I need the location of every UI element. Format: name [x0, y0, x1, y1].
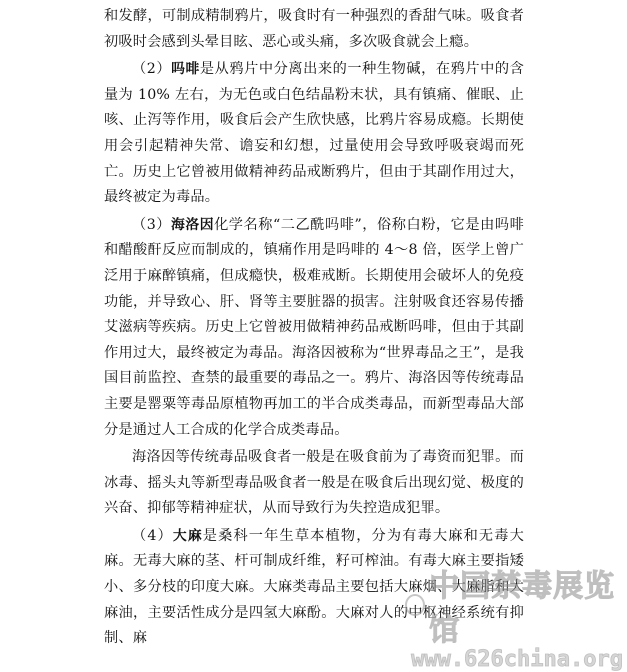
paragraph-heroin	[104, 213, 524, 443]
paragraph-cannabis	[104, 524, 524, 652]
term-heroin: 海洛因	[171, 216, 215, 233]
watermark-url: www.626china.org	[411, 647, 623, 672]
document-page	[104, 4, 524, 652]
paragraph-cannabis-text: 是桑科一年生草本植物，分为有毒大麻和无毒大麻。无毒大麻的茎、杆可制成纤维，籽可榨油。有毒大麻主要指矮小、多分枝的印度大麻。大麻类毒品主要包括大麻烟、大麻脂和大麻油，主要活性成分是四氢大麻酚。大麻对人的中枢神经系统有抑制、麻	[104, 527, 524, 647]
paragraph-morphine	[104, 57, 524, 211]
paragraph-drug-crime: 海洛因等传统毒品吸食者一般是在吸食前为了毒资而犯罪。而冰毒、摇头丸等新型毒品吸食者一般是在吸食后出现幻觉、极度的兴奋、抑郁等精神症状，从而导致行为失控造成犯罪。	[104, 449, 524, 517]
item-number: （2）	[132, 61, 172, 78]
item-number: （4）	[132, 527, 173, 544]
item-number: （3）	[132, 216, 172, 233]
paragraph-morphine-text: 是从鸦片中分离出来的一种生物碱，在鸦片中的含量为 10% 左右，为无色或白色结晶粉末状，具有镇痛、催眠、止咳、止泻等作用，吸食后会产生欣快感，比鸦片容易成瘾。长期使用会引起精神失常、谵妄和幻想，过量使用会导致呼吸衰竭而死亡。历史上它曾被用做精神药品戒断鸦片，但由于其副作用过大，最终被定为毒品。	[104, 61, 524, 206]
watermark-title: 中国禁毒展览馆	[429, 569, 616, 648]
term-cannabis: 大麻	[172, 527, 203, 544]
paragraph-opium-continued: 和发酵，可制成精制鸦片，吸食时有一种强烈的香甜气味。吸食者初吸时会感到头晕目眩、恶心或头痛，多次吸食就会上瘾。	[104, 8, 524, 50]
term-morphine: 吗啡	[171, 61, 200, 78]
paragraph-heroin-text: 化学名称“二乙酰吗啡”，俗称白粉，它是由吗啡和醋酸酐反应而制成的，镇痛作用是吗啡的 4～8 倍，医学上曾广泛用于麻醉镇痛，但成瘾快，极难戒断。长期使用会破坏人的免疫功能，并导致心、肝、肾等主要脏器的损害。注射吸食还容易传播艾滋病等疾病。历史上它曾被用做精神药品戒断吗啡，但由于其副作用过大，最终被定为毒品。海洛因被称为“世界毒品之王”，是我国目前监控、查禁的最重要的毒品之一。鸦片、海洛因等传统毒品主要是罂粟等毒品原植物再加工的半合成类毒品，而新型毒品大部分是通过人工合成的化学合成类毒品。	[104, 216, 524, 438]
